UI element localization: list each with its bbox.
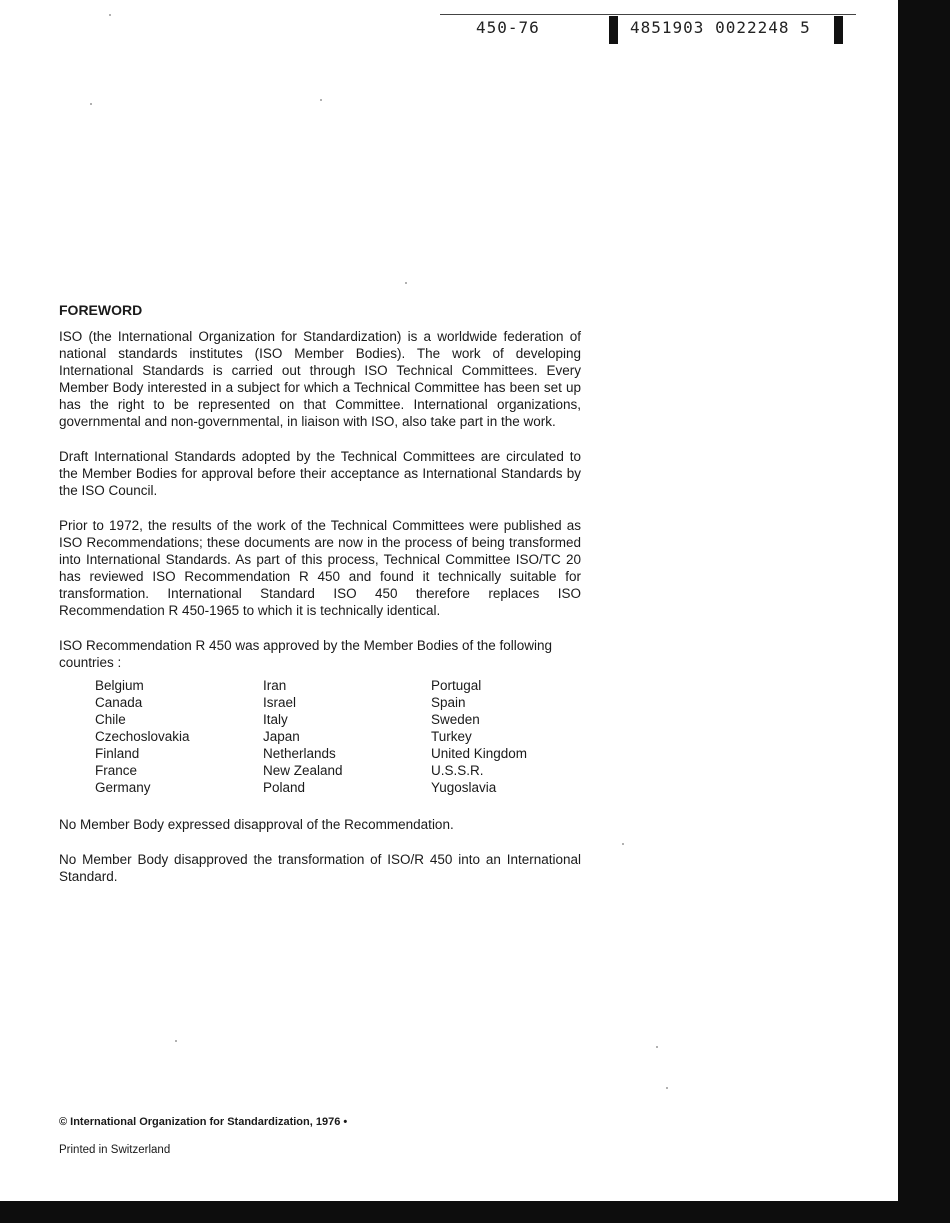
scan-speck: [622, 843, 624, 845]
paragraph-no-transformation-objection: No Member Body disapproved the transformation of ISO/R 450 into an International Standard.: [59, 852, 581, 884]
country-name: Netherlands: [263, 746, 336, 761]
scan-speck: [666, 1087, 668, 1089]
foreword-section: [59, 302, 581, 903]
country-name: Israel: [263, 695, 297, 710]
country-name: Spain: [431, 695, 466, 710]
paragraph-draft-standards: Draft International Standards adopted by the Technical Committees are circulated to the Member Bodies for approval before their acceptance as International Standards by the ISO Council.: [59, 449, 581, 498]
paragraph-iso-intro: ISO (the International Organization for Standardization) is a worldwide federation of national standards institutes (ISO Member Bodies). The work of developing International Standards is carried out through ISO Technical Committees. Every Member Body interested in a subject for which a Technical Committee has been set up has the right to be represented on that Committee. International organizations, governmental and non-governmental, in liaison with ISO, also take part in the work.: [59, 329, 581, 429]
scan-speck: [175, 1040, 177, 1042]
country-name: Sweden: [431, 712, 480, 727]
document-code: 450-76: [476, 18, 540, 37]
scan-speck: [656, 1046, 658, 1048]
country-name: Belgium: [95, 678, 144, 693]
country-name: Turkey: [431, 729, 472, 744]
country-name: Japan: [263, 729, 300, 744]
country-name: Italy: [263, 712, 288, 727]
country-name: Canada: [95, 695, 143, 710]
paragraph-no-disapproval: No Member Body expressed disapproval of the Recommendation.: [59, 817, 454, 832]
paragraph-approval: ISO Recommendation R 450 was approved by the Member Bodies of the following countries :: [59, 638, 553, 670]
scan-speck: [405, 282, 407, 284]
country-name: Chile: [95, 712, 126, 727]
country-name: Germany: [95, 780, 151, 795]
country-name: France: [95, 763, 138, 778]
scan-bottom-border: [0, 1201, 950, 1223]
scan-speck: [109, 14, 111, 16]
country-name: New Zealand: [263, 763, 343, 778]
copyright-notice: © International Organization for Standardization, 1976 •: [59, 1116, 348, 1128]
country-name: Yugoslavia: [431, 780, 497, 795]
country-name: Czechoslovakia: [95, 729, 190, 744]
header-rule: [440, 14, 856, 15]
printed-in-notice: Printed in Switzerland: [59, 1144, 171, 1156]
country-name: Portugal: [431, 678, 482, 693]
country-name: U.S.S.R.: [431, 763, 484, 778]
scan-right-border: [898, 0, 950, 1223]
barcode-marker-right: [834, 16, 843, 44]
barcode-marker-left: [609, 16, 618, 44]
country-name: Poland: [263, 780, 306, 795]
country-name: Finland: [95, 746, 140, 761]
scan-speck: [320, 99, 322, 101]
barcode-number: 4851903 0022248 5: [630, 18, 811, 37]
foreword-heading: FOREWORD: [59, 302, 143, 318]
country-list: [95, 677, 581, 796]
scan-speck: [90, 103, 92, 105]
country-name: United Kingdom: [431, 746, 528, 761]
country-name: Iran: [263, 678, 287, 693]
paragraph-prior-1972: Prior to 1972, the results of the work of the Technical Committees were published as ISO Recommendations; these documents are now in the process of being transformed into International Standards. As part of this process, Technical Committee ISO/TC 20 has reviewed ISO Recommendation R 450 and found it technically suitable for transformation. International Standard ISO 450 therefore replaces ISO Recommendation R 450-1965 to which it is technically identical.: [59, 518, 581, 618]
